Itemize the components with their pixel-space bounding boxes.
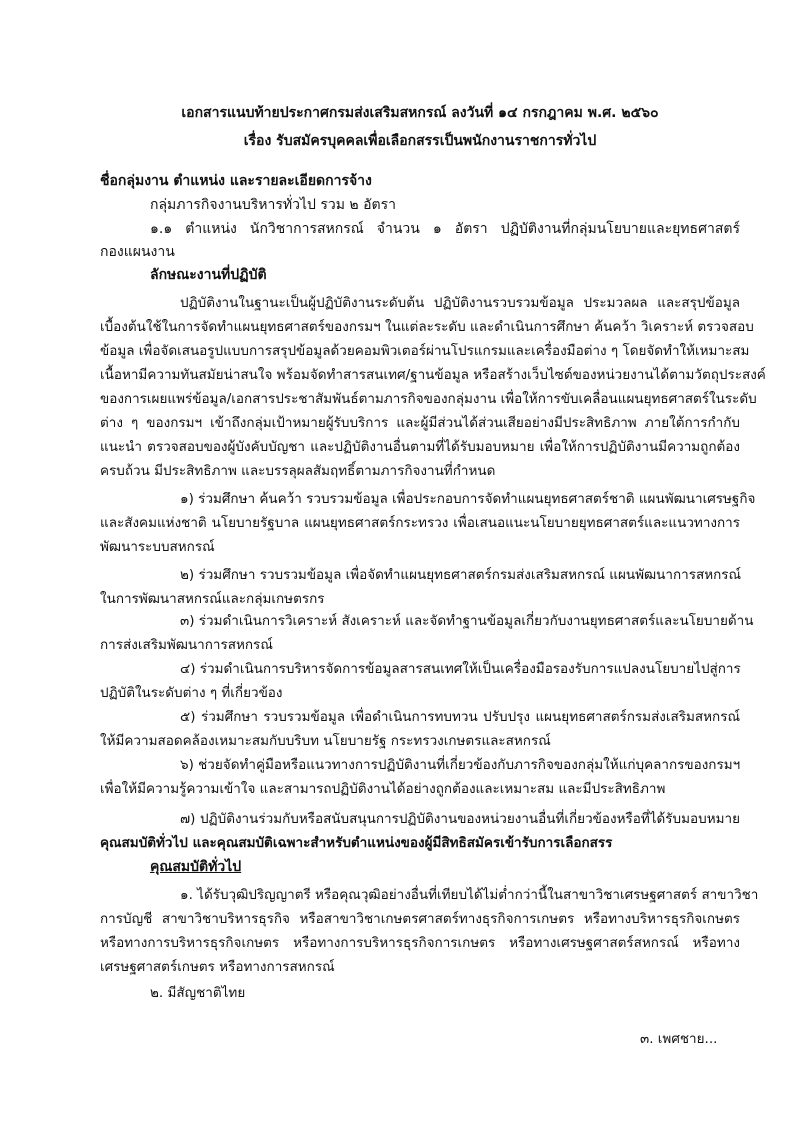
duty-item-2: ๒) ร่วมศึกษา รวบรวมข้อมูล เพื่อจัดทำแผนยุทธศาสตร์กรมส่งเสริมสหกรณ์ แผนพัฒนาการสหกรณ์ xyxy=(180,567,742,583)
duties-paragraph-line: ข้อมูล เพื่อจัดเสนอรูปแบบการสรุปข้อมูลด้วยคอมพิวเตอร์ผ่านโปรแกรมและเครื่องมือต่าง ๆ โดยจัดทำให้เหมาะสม xyxy=(100,343,750,359)
duty-item-3-cont: การส่งเสริมพัฒนาการสหกรณ์ xyxy=(100,637,273,653)
duties-paragraph-line: ต่าง ๆ ของกรมฯ เข้าถึงกลุ่มเป้าหมายผู้รับบริการ และผู้มีส่วนได้ส่วนเสียอย่างมีประสิทธิภาพ ภายใต้การกำกับ xyxy=(100,415,740,431)
duties-paragraph-line: ปฏิบัติงานในฐานะเป็นผู้ปฏิบัติงานระดับต้น ปฏิบัติงานรวบรวมข้อมูล ประมวลผล และสรุปข้อมูล xyxy=(180,295,740,311)
duties-paragraph-line: แนะนำ ตรวจสอบของผู้บังคับบัญชา และปฏิบัติงานอื่นตามที่ได้รับมอบหมาย เพื่อให้การปฏิบัติงานมีความถูกต้อง xyxy=(100,439,740,455)
duty-item-4-cont: ปฏิบัติในระดับต่าง ๆ ที่เกี่ยวข้อง xyxy=(100,685,283,701)
duties-paragraph-line: เนื้อหามีความทันสมัยน่าสนใจ พร้อมจัดทำสารสนเทศ/ฐานข้อมูล หรือสร้างเว็บไซต์ของหน่วยงานได้ตามวัตถุประสงค์ xyxy=(100,367,766,383)
qualification-item-1-cont: เศรษฐศาสตร์เกษตร หรือทางการสหกรณ์ xyxy=(100,959,335,975)
document-title: เอกสารแนบท้ายประกาศกรมส่งเสริมสหกรณ์ ลงวันที่ ๑๔ กรกฎาคม พ.ศ. ๒๕๖๐ xyxy=(181,105,659,121)
duty-item-6-cont: เพื่อให้มีความรู้ความเข้าใจ และสามารถปฏิบัติงานได้อย่างถูกต้องและเหมาะสม และมีประสิทธิภาพ xyxy=(100,781,666,797)
position-line-cont: กองแผนงาน xyxy=(100,244,175,260)
duty-item-1-cont: และสังคมแห่งชาติ นโยบายรัฐบาล แผนยุทธศาสตร์กระทรวง เพื่อเสนอแนะนโยบายยุทธศาสตร์และแนวทางการ xyxy=(100,515,740,531)
duty-item-7: ๗) ปฏิบัติงานร่วมกับหรือสนับสนุนการปฏิบัติงานของหน่วยงานอื่นที่เกี่ยวข้องหรือที่ได้รับมอบหมาย xyxy=(180,811,740,827)
duty-item-2-cont: ในการพัฒนาสหกรณ์และกลุ่มเกษตรกร xyxy=(100,591,325,607)
page-continuation: ๓. เพศชาย... xyxy=(640,1031,718,1047)
qualification-item-1-cont: หรือทางการบริหารธุรกิจเกษตร หรือทางการบริหารธุรกิจการเกษตร หรือทางเศรษฐศาสตร์สหกรณ์ หรือทาง xyxy=(100,935,740,951)
duties-paragraph-line: เบื้องต้นใช้ในการจัดทำแผนยุทธศาสตร์ของกรมฯ ในแต่ละระดับ และดำเนินการศึกษา ค้นคว้า วิเคราะห์ ตรวจสอบ xyxy=(100,319,754,335)
duty-item-5-cont: ให้มีความสอดคล้องเหมาะสมกับบริบท นโยบายรัฐ กระทรวงเกษตรและสหกรณ์ xyxy=(100,733,551,749)
duties-heading: ลักษณะงานที่ปฏิบัติ xyxy=(150,267,267,283)
document-subject: เรื่อง รับสมัครบุคคลเพื่อเลือกสรรเป็นพนักงานราชการทั่วไป xyxy=(243,133,597,149)
duty-item-1-cont: พัฒนาระบบสหกรณ์ xyxy=(100,539,215,555)
duty-item-4: ๔) ร่วมดำเนินการบริหารจัดการข้อมูลสารสนเทศให้เป็นเครื่องมือรองรับการแปลงนโยบายไปสู่การ xyxy=(180,661,741,677)
duty-item-6: ๖) ช่วยจัดทำคู่มือหรือแนวทางการปฏิบัติงานที่เกี่ยวข้องกับภารกิจของกลุ่มให้แก่บุคลากรของกรมฯ xyxy=(180,757,741,773)
qualifications-heading: คุณสมบัติทั่วไป และคุณสมบัติเฉพาะสำหรับตำแหน่งของผู้มีสิทธิสมัครเข้ารับการเลือกสรร xyxy=(100,835,613,851)
duty-item-1: ๑) ร่วมศึกษา ค้นคว้า รวบรวมข้อมูล เพื่อประกอบการจัดทำแผนยุทธศาสตร์ชาติ แผนพัฒนาเศรษฐกิจ xyxy=(180,491,756,507)
qualification-item-2: ๒. มีสัญชาติไทย xyxy=(150,985,246,1001)
duty-item-5: ๕) ร่วมศึกษา รวบรวมข้อมูล เพื่อดำเนินการทบทวน ปรับปรุง แผนยุทธศาสตร์กรมส่งเสริมสหกรณ์ xyxy=(180,709,740,725)
position-line: ๑.๑ ตำแหน่ง นักวิชาการสหกรณ์ จำนวน ๑ อัตรา ปฏิบัติงานที่กลุ่มนโยบายและยุทธศาสตร์ xyxy=(150,221,740,237)
duty-item-3: ๓) ร่วมดำเนินการวิเคราะห์ สังเคราะห์ และจัดทำฐานข้อมูลเกี่ยวกับงานยุทธศาสตร์และนโยบายด้าน xyxy=(180,613,754,629)
group-label: กลุ่มภารกิจงานบริหารทั่วไป รวม ๒ อัตรา xyxy=(150,197,396,213)
general-qualifications-heading: คุณสมบัติทั่วไป xyxy=(150,859,242,875)
qualification-item-1-cont: การบัญชี สาขาวิชาบริหารธุรกิจ หรือสาขาวิชาเกษตรศาสตร์ทางธุรกิจการเกษตร หรือทางบริหารธุรกิจเกษตร xyxy=(100,911,740,927)
duties-paragraph-line: ของการเผยแพร่ข้อมูล/เอกสารประชาสัมพันธ์ตามภารกิจของกลุ่มงาน เพื่อให้การขับเคลื่อนแผนยุทธศาสตร์ในระดับ xyxy=(100,391,757,407)
section-heading: ชื่อกลุ่มงาน ตำแหน่ง และรายละเอียดการจ้าง xyxy=(100,173,372,189)
duties-paragraph-line: ครบถ้วน มีประสิทธิภาพ และบรรลุผลสัมฤทธิ์ตามภารกิจงานที่กำหนด xyxy=(100,463,496,479)
qualification-item-1: ๑. ได้รับวุฒิปริญญาตรี หรือคุณวุฒิอย่างอื่นที่เทียบได้ไม่ต่ำกว่านี้ในสาขาวิชาเศรษฐศาสตร์ สาขาวิชา xyxy=(180,887,759,903)
